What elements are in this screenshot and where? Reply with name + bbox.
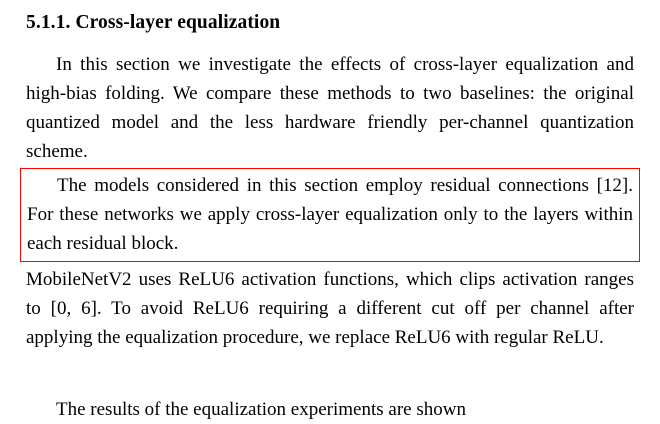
paragraph-intro: In this section we investigate the effects of cross-layer equalization and high-bias folding. We compare these methods to two baselines: the original quantized model and the less hardware friendly per-channel quantization scheme. bbox=[26, 54, 634, 162]
paragraph-results-text: The results of the equalization experiments are shown bbox=[56, 399, 466, 420]
section-heading: 5.1.1. Cross-layer equalization bbox=[26, 12, 281, 33]
paragraph-highlighted: The models considered in this section employ residual connections [12]. For these networks we apply cross-layer equalization only to the layers within each residual block. bbox=[27, 175, 633, 254]
paragraph-results-clipped bbox=[26, 395, 634, 420]
red-highlight-box bbox=[20, 168, 640, 262]
paragraph-mobilenet: MobileNetV2 uses ReLU6 activation functions, which clips activation ranges to [0, 6]. To avoid ReLU6 requiring a different cut off per channel after applying the equalization procedure, we replace ReLU6 with regular ReLU. bbox=[26, 269, 634, 348]
